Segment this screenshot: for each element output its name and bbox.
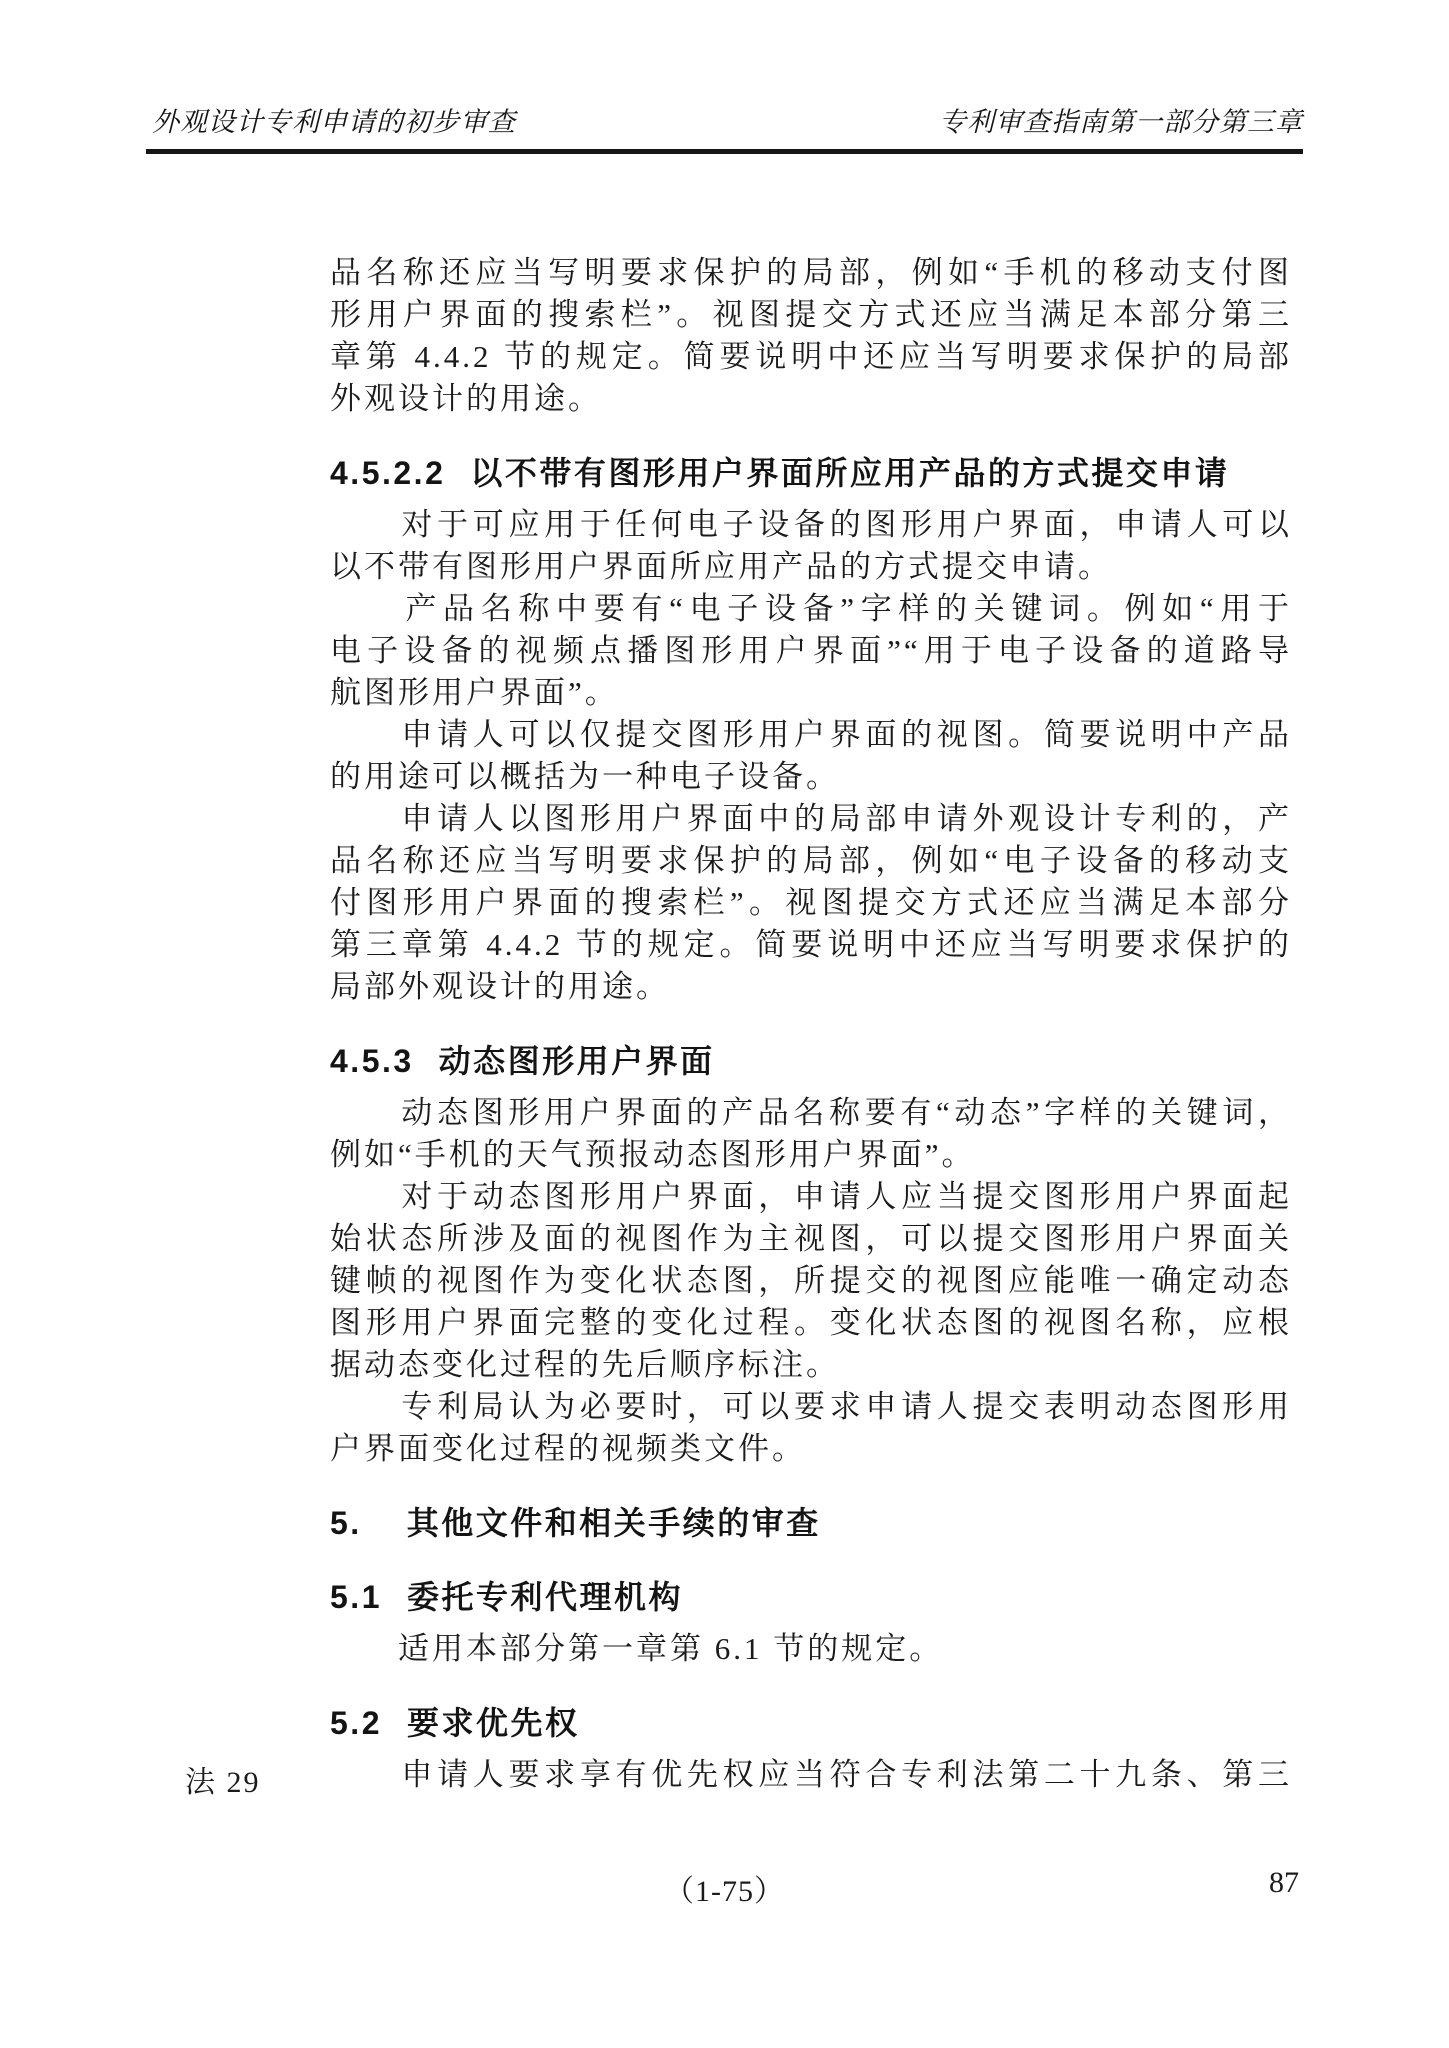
text-line: 始状态所涉及面的视图作为主视图，可以提交图形用户界面关 xyxy=(330,1221,1292,1256)
text-line: 户界面变化过程的视频类文件。 xyxy=(330,1431,806,1466)
page-number: 87 xyxy=(1269,1866,1299,1899)
text-line: 图形用户界面完整的变化过程。变化状态图的视图名称，应根 xyxy=(330,1305,1292,1340)
section-title: 以不带有图形用户界面所应用产品的方式提交申请 xyxy=(470,455,1230,491)
text-line: 产品名称中要有“电子设备”字样的关键词。例如“用于 xyxy=(330,591,1292,626)
body-paragraph xyxy=(330,1754,1292,1796)
page-header xyxy=(152,100,1303,139)
section-number: 5. xyxy=(330,1505,362,1541)
section-heading xyxy=(330,452,1292,494)
body-text-column xyxy=(330,252,1292,1796)
text-line: 动态图形用户界面的产品名称要有“动态”字样的关键词， xyxy=(330,1095,1292,1130)
text-line: 对于动态图形用户界面，申请人应当提交图形用户界面起 xyxy=(330,1179,1292,1214)
body-paragraph xyxy=(330,252,1292,420)
body-paragraph xyxy=(330,504,1292,588)
body-paragraph xyxy=(330,1092,1292,1176)
text-line: 电子设备的视频点播图形用户界面”“用于电子设备的道路导 xyxy=(330,633,1292,668)
body-paragraph xyxy=(330,714,1292,798)
text-line: 外观设计的用途。 xyxy=(330,381,602,416)
text-line: 申请人以图形用户界面中的局部申请外观设计专利的，产 xyxy=(330,801,1292,836)
body-paragraph xyxy=(330,798,1292,1008)
text-line: 形用户界面的搜索栏”。视图提交方式还应当满足本部分第三 xyxy=(330,297,1292,332)
section-number: 5.2 xyxy=(330,1705,382,1741)
text-line: 键帧的视图作为变化状态图，所提交的视图应能唯一确定动态 xyxy=(330,1263,1292,1298)
margin-note-law-29: 法 29 xyxy=(185,1766,261,1799)
text-line: 以不带有图形用户界面所应用产品的方式提交申请。 xyxy=(330,549,1112,584)
body-paragraph xyxy=(330,1176,1292,1386)
text-line: 申请人要求享有优先权应当符合专利法第二十九条、第三 xyxy=(330,1757,1292,1792)
body-paragraph xyxy=(330,1386,1292,1470)
body-paragraph xyxy=(330,1628,1292,1670)
text-line: 对于可应用于任何电子设备的图形用户界面，申请人可以 xyxy=(330,507,1292,542)
section-title: 要求优先权 xyxy=(406,1705,580,1741)
header-right-title: 专利审查指南第一部分第三章 xyxy=(939,107,1303,138)
text-line: 适用本部分第一章第 6.1 节的规定。 xyxy=(330,1631,944,1666)
section-number: 5.1 xyxy=(330,1579,382,1615)
text-line: 航图形用户界面”。 xyxy=(330,675,619,710)
header-rule xyxy=(146,149,1303,154)
section-title: 委托专利代理机构 xyxy=(406,1579,683,1615)
text-line: 局部外观设计的用途。 xyxy=(330,969,670,1004)
section-heading xyxy=(330,1702,1292,1744)
text-line: 章第 4.4.2 节的规定。简要说明中还应当写明要求保护的局部 xyxy=(330,339,1292,374)
text-line: 据动态变化过程的先后顺序标注。 xyxy=(330,1347,840,1382)
section-title: 动态图形用户界面 xyxy=(438,1043,715,1079)
text-line: 例如“手机的天气预报动态图形用户界面”。 xyxy=(330,1137,976,1172)
text-line: 专利局认为必要时，可以要求申请人提交表明动态图形用 xyxy=(330,1389,1292,1424)
header-left-title: 外观设计专利申请的初步审查 xyxy=(152,107,516,138)
text-line: 品名称还应当写明要求保护的局部，例如“电子设备的移动支 xyxy=(330,843,1292,878)
body-paragraph xyxy=(330,588,1292,714)
section-heading xyxy=(330,1040,1292,1082)
text-line: 的用途可以概括为一种电子设备。 xyxy=(330,759,840,794)
section-title: 其他文件和相关手续的审查 xyxy=(406,1505,821,1541)
section-heading xyxy=(330,1576,1292,1618)
section-number: 4.5.2.2 xyxy=(330,455,446,491)
text-line: 申请人可以仅提交图形用户界面的视图。简要说明中产品 xyxy=(330,717,1292,752)
footer-section-number: （1-75） xyxy=(664,1875,785,1908)
text-line: 品名称还应当写明要求保护的局部，例如“手机的移动支付图 xyxy=(330,255,1292,290)
text-line: 第三章第 4.4.2 节的规定。简要说明中还应当写明要求保护的 xyxy=(330,927,1292,962)
section-number: 4.5.3 xyxy=(330,1043,414,1079)
section-heading xyxy=(330,1502,1292,1544)
text-line: 付图形用户界面的搜索栏”。视图提交方式还应当满足本部分 xyxy=(330,885,1292,920)
